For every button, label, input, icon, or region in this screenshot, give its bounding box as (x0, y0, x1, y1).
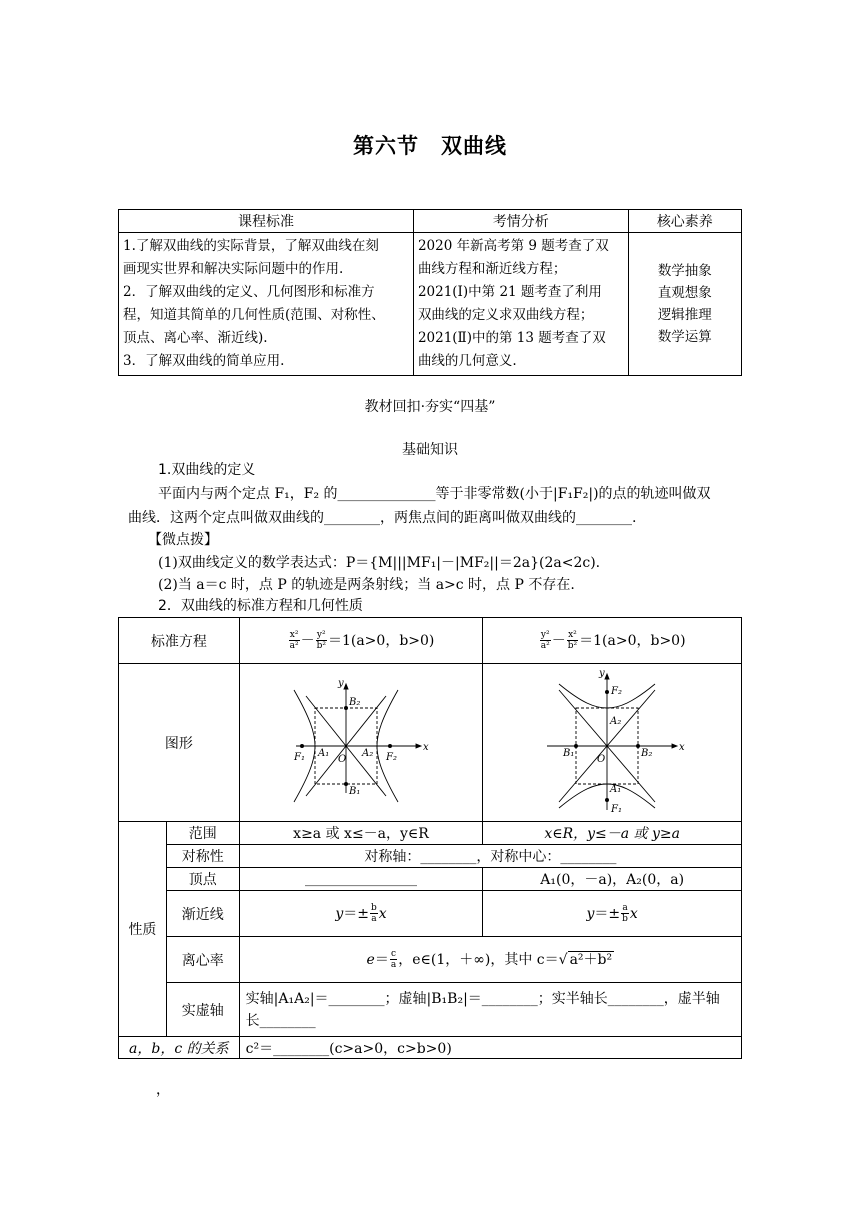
symmetry-label: 对称性 (166, 845, 239, 868)
vertex-label: 顶点 (166, 868, 239, 891)
definition-line-1: 平面内与两个定点 F₁，F₂ 的______________等于非零常数(小于|F₁F₂|)的点的轨迹叫做双 (158, 486, 711, 502)
tip-2: (2)当 a＝c 时，点 P 的轨迹是两条射线；当 a>c 时，点 P 不存在. (158, 577, 575, 593)
relation-label: a，b，c 的关系 (119, 1037, 240, 1059)
svg-text:A₂: A₂ (610, 715, 622, 727)
curriculum-table (118, 209, 742, 376)
svg-text:F₂: F₂ (611, 685, 623, 697)
vertex-vertical: A₁(0，－a)，A₂(0，a) (483, 868, 742, 891)
svg-text:x: x (679, 741, 685, 753)
svg-text:B₂: B₂ (641, 747, 653, 759)
tip-title: 【微点拨】 (148, 532, 218, 548)
properties-title: 2．双曲线的标准方程和几何性质 (158, 598, 363, 614)
properties-table (118, 617, 742, 1059)
svg-text:O: O (597, 753, 606, 765)
definition-title: 1.双曲线的定义 (158, 462, 256, 478)
svg-text:B₁: B₁ (349, 785, 361, 797)
range-label: 范围 (166, 822, 239, 845)
tip-1: (1)双曲线定义的数学表达式：P＝{M|||MF₁|－|MF₂||＝2a}(2a<2c). (158, 555, 601, 571)
asymptote-label: 渐近线 (166, 891, 239, 937)
std-eq-label: 标准方程 (119, 618, 240, 664)
svg-text:y: y (599, 667, 605, 679)
axis-text: 实轴|A₁A₂|＝________；虚轴|B₁B₂|＝________；实半轴长________，虚半轴 长________ (239, 983, 741, 1037)
svg-text:A₁: A₁ (610, 783, 622, 795)
symmetry-text: 对称轴：________，对称中心：________ (239, 845, 741, 868)
property-label: 性质 (119, 822, 167, 1037)
vertex-horizontal: ________________ (239, 868, 483, 891)
figure-vertical-cell (483, 664, 742, 822)
figure-horizontal-cell (239, 664, 483, 822)
svg-text:A₁: A₁ (318, 747, 330, 759)
x-arrow-icon (416, 744, 421, 748)
asymptote-vertical: y＝± $\frac{a}{b}$ x (483, 891, 742, 937)
y-arrow-icon (344, 684, 348, 689)
axis-label: 实虚轴 (166, 983, 239, 1037)
hyperbola-vertical-diagram (537, 668, 687, 818)
definition-line-2: 曲线．这两个定点叫做双曲线的________，两焦点间的距离叫做双曲线的________. (128, 510, 637, 526)
page-title: 第六节 双曲线 (353, 134, 507, 158)
relation-text: c²＝________(c>a>0，c>b>0) (239, 1037, 741, 1059)
figure-label: 图形 (119, 664, 240, 822)
hyperbola-horizontal-diagram (286, 678, 436, 808)
header-analysis: 考情分析 (413, 210, 628, 233)
svg-text:A₂: A₂ (362, 747, 374, 759)
svg-text:O: O (338, 753, 347, 765)
range-horizontal: x≥a 或 x≤－a，y∈R (239, 822, 483, 845)
svg-text:F₂: F₂ (386, 751, 397, 763)
section-heading: 教材回扣·夯实“四基” (364, 399, 496, 415)
svg-text:x: x (423, 741, 429, 753)
eccentricity-text: e＝ $\frac{c}{a}$ ，e∈(1，＋∞)，其中 c＝√ a²＋b² (239, 937, 741, 983)
svg-text:F₁: F₁ (294, 751, 305, 763)
svg-text:B₁: B₁ (563, 747, 575, 759)
range-vertical: x∈R，y≤－a 或 y≥a (483, 822, 742, 845)
svg-text:F₁: F₁ (611, 803, 623, 815)
svg-text:y: y (338, 677, 344, 689)
std-eq-horizontal: $\frac{\text{x²}}{\text{a²}}$ － $\frac{\text{y²}}{\text{b²}}$ ＝1(a>0，b>0) (239, 618, 483, 664)
analysis-cell: 2020 年新高考第 9 题考查了双 曲线方程和渐近线方程； 2021(Ⅰ)中第 21 题考查了利用 双曲线的定义求双曲线方程； 2021(Ⅱ)中的第 13 题考查了双 曲线的几何意义. (413, 233, 628, 376)
asymptote-horizontal: y＝± $\frac{b}{a}$ x (239, 891, 483, 937)
core-cell: 数学抽象 直观想象 逻辑推理 数学运算 (628, 233, 741, 376)
std-eq-vertical: $\frac{\text{y²}}{\text{a²}}$ － $\frac{\text{x²}}{\text{b²}}$ ＝1(a>0，b>0) (483, 618, 742, 664)
standards-cell: 1.了解双曲线的实际背景，了解双曲线在刻 画现实世界和解决实际问题中的作用. 2．了解双曲线的定义、几何图形和标准方 程，知道其简单的几何性质(范围、对称性、 顶点、离心率、渐近线). 3．了解双曲线的简单应用. (119, 233, 414, 376)
sub-heading: 基础知识 (402, 442, 458, 458)
header-core: 核心素养 (628, 210, 741, 233)
svg-text:B₂: B₂ (349, 696, 361, 708)
header-standards: 课程标准 (119, 210, 414, 233)
eccentricity-label: 离心率 (166, 937, 239, 983)
footer-mark: ， (156, 1082, 170, 1098)
